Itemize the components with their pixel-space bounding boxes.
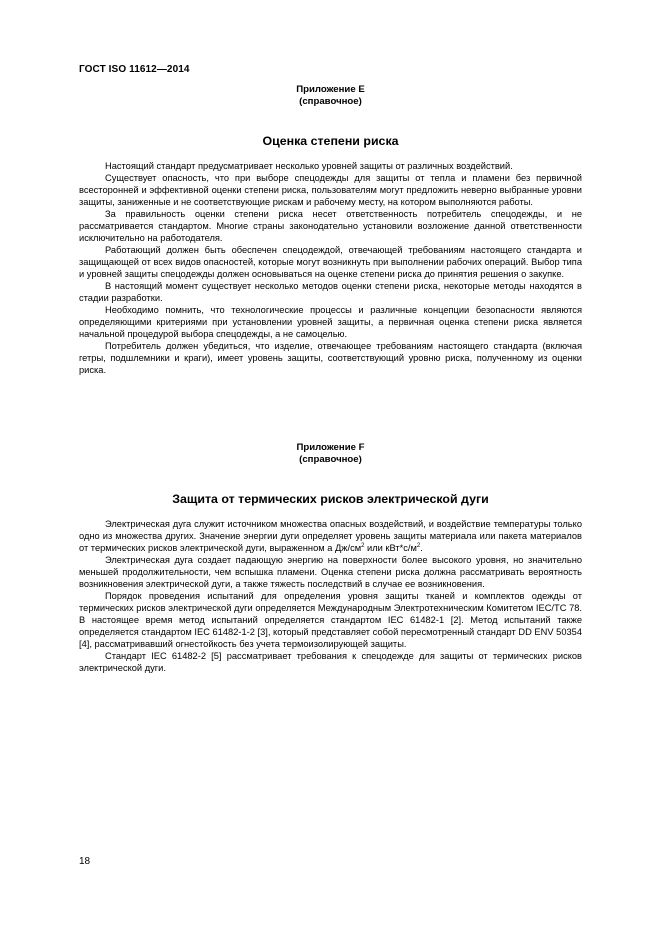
annex-f-note: (справочное) [299, 454, 362, 465]
page-number: 18 [79, 856, 91, 867]
annex-f-title: Защита от термических рисков электрической дуги [172, 492, 489, 506]
annex-f-p1-end: . [420, 543, 423, 553]
annex-f-body [79, 518, 582, 674]
annex-f-paragraph: Порядок проведения испытаний для определения уровня защиты тканей и комплектов одежды от термических рисков электрической дуги определяется Международным Электротехническим Комитетом IEC/TC 78. В настоящее время метод испытаний определяется стандартом IEC 61482-1 [2]. Метод испытаний также определяется стандартом IEC 61482-1-2 [3], который представляет собой пересмотренный стандарт DD ENV 50354 [4], рассматривавший огнестойкость без учета термоизолирующей защиты. [79, 591, 582, 649]
annex-f-p1-text: Электрическая дуга служит источником множества опасных воздействий, и воздействие температуры только одно из множества других. Значение энергии дуги определяет уровень защиты материала или пакета материалов от термических рисков электрической дуги, выраженном а Дж/см [79, 519, 582, 553]
unit-superscript: 2 [416, 543, 421, 549]
annex-f-paragraph-1 [79, 518, 582, 554]
annex-f-paragraph: Электрическая дуга создает падающую энергию на поверхности более высокого уровня, но значительно меньшей продолжительности, чем вспышка пламени. Оценка степени риска должна рассматривать вероятность возникновения электрической дуги, а также тяжесть последствий в случае ее возникновения. [79, 555, 582, 589]
annex-e-paragraph: Необходимо помнить, что технологические процессы и различные концепции безопасности являются определяющими критериями при установлении уровней защиты, а первичная оценка степени риска является начальной процедурой выбора спецодежды, а не самоцелью. [79, 305, 582, 339]
annex-e-paragraph: За правильность оценки степени риска несет ответственность потребитель спецодежды, и не рассматривается стандартом. Многие страны законодательно установили возложение данной ответственности исключительно на работодателя. [79, 209, 582, 243]
annex-e-label: Приложение Е [296, 84, 365, 95]
annex-e-note: (справочное) [299, 96, 362, 107]
annex-e-paragraph: Существует опасность, что при выборе спецодежды для защиты от тепла и пламени без первичной всесторонней и эффективной оценки степени риска, пользователям могут предложить неверно выбранные уровни защиты, заниженные и не соответствующие рискам и рабочему месту, на котором выполняются работы. [79, 173, 582, 207]
annex-e-paragraph: Работающий должен быть обеспечен спецодеждой, отвечающей требованиям настоящего стандарта и защищающей от всех видов опасностей, которые могут возникнуть при выполнении рабочих операций. Выбор типа и уровней защиты спецодежды должен основываться на оценке степени риска до принятия решения о закупке. [79, 245, 582, 279]
annex-e-paragraph: В настоящий момент существует несколько методов оценки степени риска, некоторые методы находятся в стадии разработки. [79, 281, 582, 303]
annex-e-paragraph: Потребитель должен убедиться, что изделие, отвечающее требованиям настоящего стандарта (включая гетры, подшлемники и краги), имеет уровень защиты, соответствующий уровню риска, полученному из оценки риска. [79, 341, 582, 375]
annex-f-label: Приложение F [296, 442, 365, 453]
annex-e-title: Оценка степени риска [262, 134, 399, 148]
annex-f-heading [0, 442, 661, 466]
annex-f-p1-mid: или кВт*с/м [364, 543, 417, 553]
annex-e-paragraph: Настоящий стандарт предусматривает несколько уровней защиты от различных воздействий. [105, 161, 513, 171]
annex-e-body [79, 160, 582, 376]
standard-header: ГОСТ ISO 11612—2014 [79, 64, 190, 75]
annex-e-heading [0, 84, 661, 108]
annex-f-paragraph: Стандарт IEC 61482-2 [5] рассматривает требования к спецодежде для защиты от термических рисков электрической дуги. [79, 651, 582, 673]
unit-superscript: 2 [361, 543, 365, 549]
